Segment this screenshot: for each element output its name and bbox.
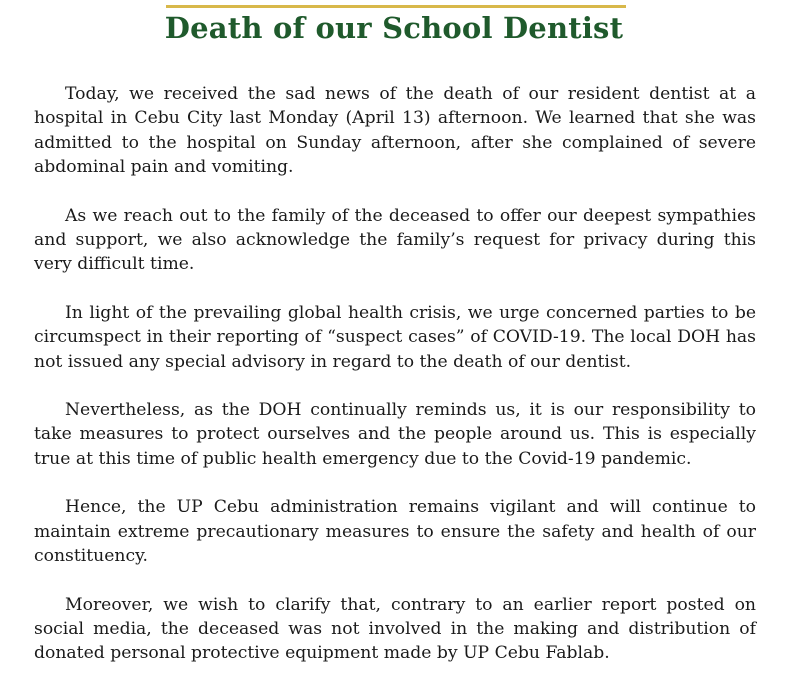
paragraph-2: As we reach out to the family of the deceased to offer our deepest sympathies and support, we also acknowledge the family’s request for privacy during this very difficult time.	[34, 205, 756, 275]
paragraph-6: Moreover, we wish to clarify that, contrary to an earlier report posted on social media, the deceased was not involved in the making and distribution of donated personal protective equipment made by UP Cebu Fablab.	[34, 594, 756, 664]
paragraph-3: In light of the prevailing global health crisis, we urge concerned parties to be circumspect in their reporting of “suspect cases” of COVID-19. The local DOH has not issued any special advisory in regard to the death of our dentist.	[34, 302, 756, 372]
paragraph-1: Today, we received the sad news of the death of our resident dentist at a hospital in Cebu City last Monday (April 13) afternoon. We learned that she was admitted to the hospital on Sunday afternoon, after she complained of severe abdominal pain and vomiting.	[34, 84, 756, 178]
paragraph-5: Hence, the UP Cebu administration remains vigilant and will continue to maintain extreme precautionary measures to ensure the safety and health of our constituency.	[34, 497, 756, 567]
paragraph-4: Nevertheless, as the DOH continually reminds us, it is our responsibility to take measures to protect ourselves and the people around us. This is especially true at this time of public health emergency due to the Covid-19 pandemic.	[34, 400, 756, 469]
document-body	[34, 82, 756, 690]
document-title: Death of our School Dentist	[164, 11, 624, 45]
